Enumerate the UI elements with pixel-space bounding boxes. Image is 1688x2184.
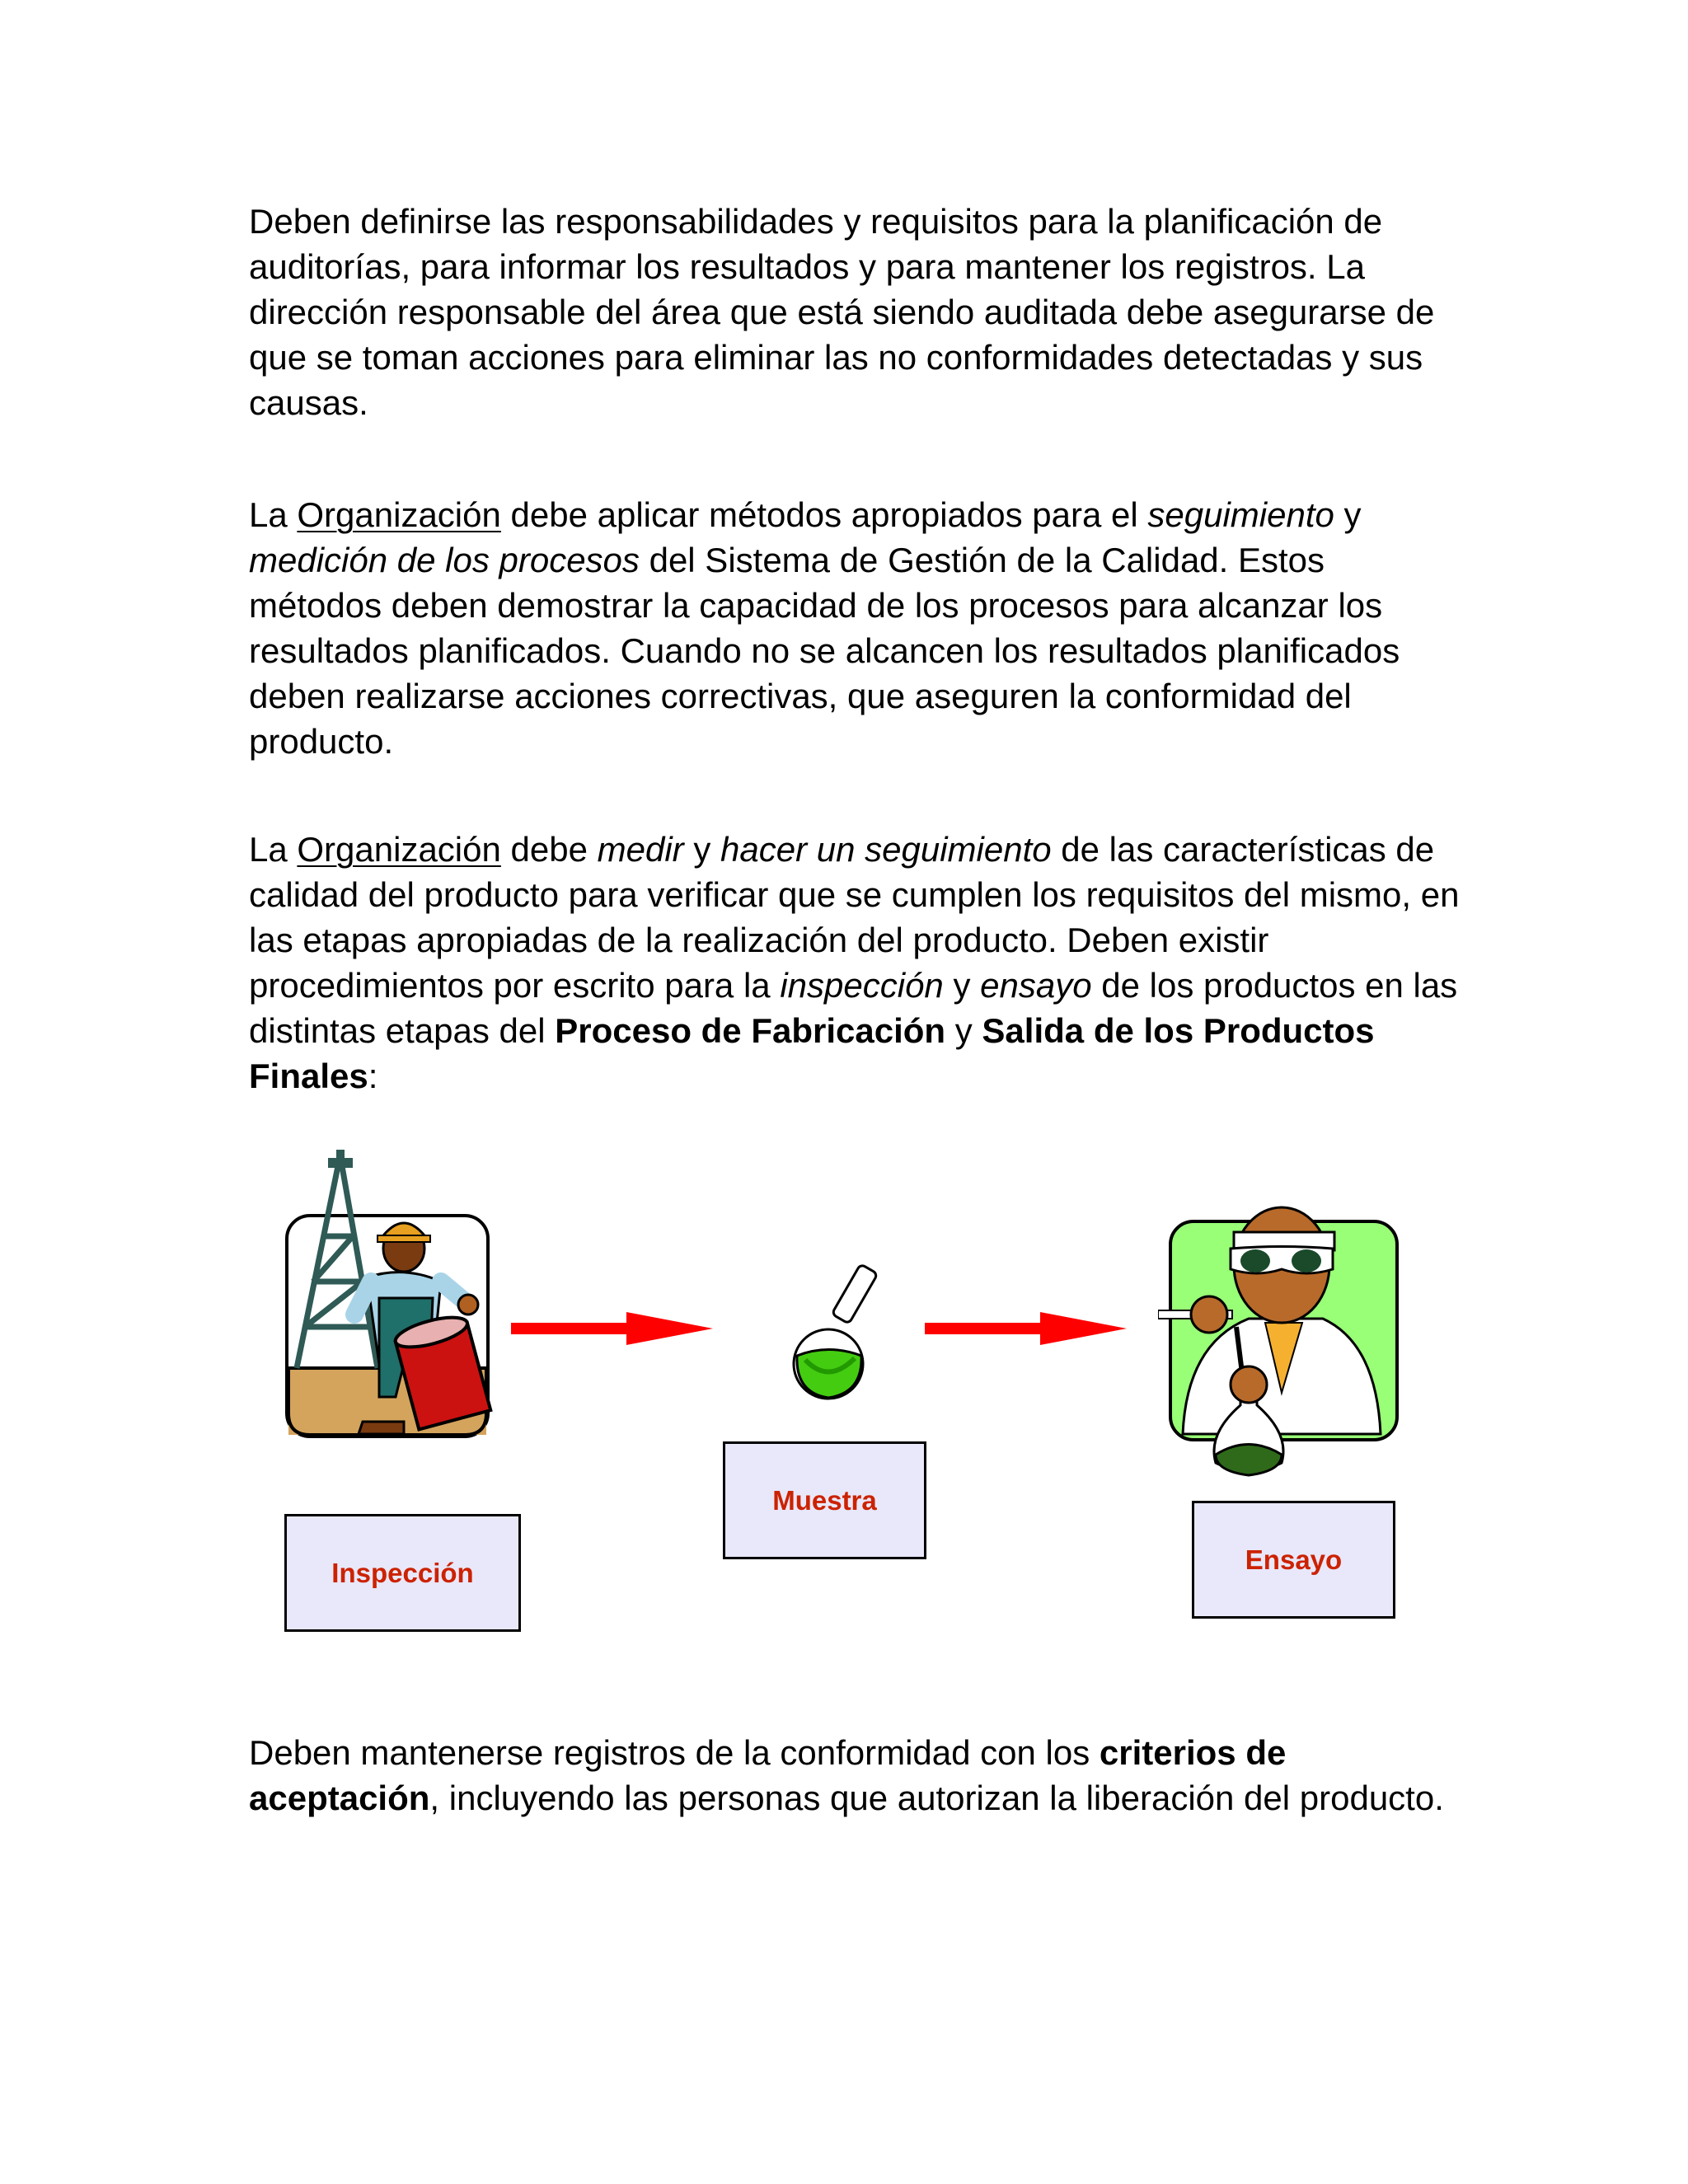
paragraph-product-measurement xyxy=(249,827,1461,1099)
organizacion-term: Organización xyxy=(297,495,501,534)
text-span: de las características de calidad del producto para verificar que se cumplen los requisitos del mismo, en las etapas apropiadas de la realización del producto. Deben existir procedimientos por escrito para la xyxy=(249,830,1460,1005)
paragraph-process-monitoring xyxy=(249,492,1461,764)
text-span: y xyxy=(1334,495,1362,534)
text-span: y xyxy=(943,966,981,1005)
text-span: y xyxy=(683,830,721,869)
text-span: del Sistema de Gestión de la Calidad. Estos métodos deben demostrar la capacidad de los procesos para alcanzar los resultados planificados. Cuando no se alcancen los resultados planificados deben realizarse acciones correctivas, que aseguren la conformidad del producto. xyxy=(249,541,1400,761)
oil-worker-icon xyxy=(280,1150,495,1442)
salida-productos-term: Salida de los Productos Finales xyxy=(249,1011,1375,1095)
text-span: y xyxy=(945,1011,982,1050)
flask-icon xyxy=(787,1261,894,1401)
ensayo-term: ensayo xyxy=(980,966,1092,1005)
text-span: Deben mantenerse registros de la conformidad con los xyxy=(249,1733,1100,1772)
arrow-right-icon xyxy=(925,1312,1127,1345)
text-span: debe aplicar métodos apropiados para el xyxy=(500,495,1148,534)
ensayo-label: Ensayo xyxy=(1245,1544,1343,1575)
criterios-aceptacion-term: criterios de aceptación xyxy=(249,1733,1287,1817)
inspeccion-term: inspección xyxy=(780,966,944,1005)
text-span: , incluyendo las personas que autorizan la liberación del producto. xyxy=(429,1779,1444,1817)
arrow-right-icon xyxy=(511,1312,713,1345)
text-span: La xyxy=(249,830,298,869)
muestra-label: Muestra xyxy=(772,1484,877,1516)
text-span: : xyxy=(368,1057,378,1095)
seguimiento-term: hacer un seguimiento xyxy=(720,830,1052,869)
inspeccion-label: Inspección xyxy=(331,1557,474,1588)
text-span: La xyxy=(249,495,298,534)
inspeccion-label-box xyxy=(284,1514,521,1632)
proceso-fabricacion-term: Proceso de Fabricación xyxy=(555,1011,946,1050)
medicion-term: medición de los procesos xyxy=(249,541,640,579)
text-span: debe xyxy=(500,830,598,869)
lab-technician-icon xyxy=(1158,1187,1401,1483)
paragraph-acceptance-records xyxy=(249,1730,1461,1821)
text-span: de los productos en las distintas etapas del xyxy=(249,966,1458,1050)
ensayo-label-box xyxy=(1192,1501,1395,1619)
seguimiento-term: seguimiento xyxy=(1147,495,1334,534)
medir-term: medir xyxy=(597,830,684,869)
muestra-label-box xyxy=(723,1441,926,1559)
paragraph-audit-responsibilities: Deben definirse las responsabilidades y requisitos para la planificación de auditorías, para informar los resultados y para mantener los registros. La dirección responsable del área que está siendo auditada debe asegurarse de que se toman acciones para eliminar las no conformidades detectadas y sus causas. xyxy=(249,202,1435,422)
organizacion-term: Organización xyxy=(297,830,501,869)
